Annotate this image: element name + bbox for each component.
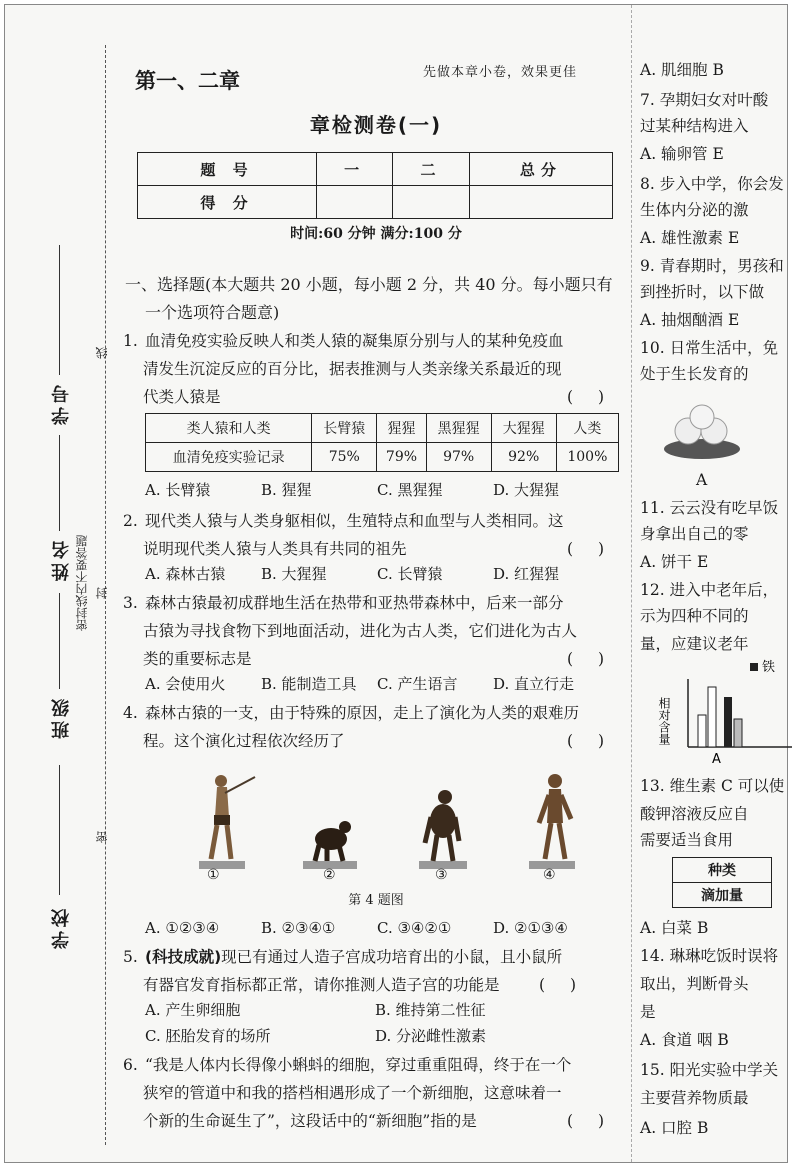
option-b[interactable]: B. 猩猩 (261, 481, 312, 499)
legend-label: 铁 (762, 660, 776, 675)
figure-label-2: ② (323, 867, 336, 883)
question-text: 森林古猿的一支，由于特殊的原因，走上了演化为人类的艰难历 (145, 704, 580, 722)
question-1 (123, 327, 623, 411)
x-axis-label: A (712, 752, 721, 767)
question-number: 2. (123, 512, 138, 530)
answer-bracket[interactable]: ( ) (567, 732, 615, 750)
question-5 (123, 943, 623, 999)
option-d[interactable]: D. 分泌雌性激素 (375, 1027, 487, 1045)
chart-bar (698, 715, 706, 747)
section-heading (125, 271, 625, 327)
option-d[interactable]: D. 直立行走 (493, 675, 575, 693)
right-line: 8. 步入中学，你会发 (640, 175, 784, 193)
answer-bracket[interactable]: ( ) (567, 650, 615, 668)
right-line: 身拿出自己的零 (640, 525, 749, 543)
score-header-cell: 一 (316, 153, 392, 186)
time-info: 时间:60 分钟 满分:100 分 (290, 226, 462, 242)
school-blank[interactable] (59, 765, 60, 895)
right-line: 是 (640, 1003, 656, 1021)
figure-caption: 第 4 题图 (348, 893, 404, 908)
q2-options (145, 563, 603, 584)
class-blank[interactable] (59, 593, 60, 689)
right-line: 9. 青春期时，男孩和 (640, 257, 784, 275)
right-line: 12. 进入中老年后， (640, 581, 779, 599)
right-line: A. 口腔 B (640, 1119, 709, 1137)
chart-bar (734, 719, 742, 747)
question-6 (123, 1051, 623, 1135)
option-a[interactable]: A. 产生卵细胞 (145, 1001, 241, 1019)
option-a[interactable]: A. 长臂猿 (145, 481, 211, 499)
option-b[interactable]: B. ②③④① (261, 919, 336, 937)
early-hominid-image (523, 771, 583, 871)
exam-title: 章检测卷(一) (309, 113, 443, 137)
q5-options-row1 (145, 999, 575, 1020)
right-line: 需要适当食用 (640, 831, 734, 849)
figure-label-a: A (696, 471, 708, 489)
question-tag: (科技成就) (145, 948, 222, 966)
question-text: 程。这个演化过程依次经历了 (143, 732, 345, 750)
right-line: 13. 维生素 C 可以使 (640, 777, 785, 795)
question-2 (123, 507, 623, 563)
table-cell: 97% (426, 443, 491, 472)
right-line: 酸钾溶液反应自 (640, 805, 749, 823)
right-line: 生体内分泌的激 (640, 201, 749, 219)
binding-margin (5, 5, 123, 1162)
question-number: 3. (123, 594, 138, 612)
table-cell: 79% (377, 443, 426, 472)
table-cell: 血清免疫实验记录 (146, 443, 312, 472)
class-label: 班级 (51, 695, 72, 739)
table-cell: 100% (556, 443, 618, 472)
steamed-buns-image (662, 399, 742, 461)
question-number: 6. (123, 1056, 138, 1074)
name-blank[interactable] (59, 435, 60, 531)
school-label: 学校 (51, 905, 72, 949)
right-line: 到挫折时，以下做 (640, 283, 765, 301)
right-line: A. 食道 咽 B (640, 1031, 729, 1049)
option-c[interactable]: C. 黑猩猩 (377, 481, 443, 499)
option-a[interactable]: A. 森林古猿 (145, 565, 226, 583)
question-text: 现已有通过人造子宫成功培育出的小鼠，且小鼠所 (221, 948, 563, 966)
score-input-cell[interactable] (469, 186, 612, 219)
table-cell: 75% (312, 443, 377, 472)
right-line: 7. 孕期妇女对叶酸 (640, 91, 769, 109)
seal-mark-xian: 线 (95, 347, 109, 359)
tip-text: 先做本章小卷，效果更佳 (423, 65, 578, 80)
right-column (631, 5, 790, 1162)
vitamin-c-table (672, 857, 772, 908)
evolution-figure (183, 761, 623, 871)
legend-swatch (750, 663, 758, 671)
figure-label-3: ③ (435, 867, 448, 883)
option-b[interactable]: B. 维持第二性征 (375, 1001, 486, 1019)
table-header: 黑猩猩 (426, 414, 491, 443)
option-b[interactable]: B. 能制造工具 (261, 675, 357, 693)
question-text: 血清免疫实验反映人和类人猿的凝集原分别与人的某种免疫血 (145, 332, 564, 350)
right-line: 量，应建议老年 (640, 635, 749, 653)
right-line: 过某种结构进入 (640, 117, 749, 135)
seal-notice: 密封线内不要答题 (75, 535, 89, 631)
question-text: 个新的生命诞生了”，这段话中的“新细胞”指的是 (143, 1112, 477, 1130)
q3-options (145, 673, 603, 694)
right-line: 示为四种不同的 (640, 607, 749, 625)
serum-test-table (145, 413, 619, 472)
table-header: 人类 (556, 414, 618, 443)
chapter-heading: 第一、二章 (135, 69, 240, 93)
option-c[interactable]: C. 产生语言 (377, 675, 458, 693)
right-line: 处于生长发育的 (640, 365, 749, 383)
option-d[interactable]: D. 红猩猩 (493, 565, 560, 583)
answer-bracket[interactable]: ( ) (539, 976, 587, 994)
question-text: 清发生沉淀反应的百分比，据表推测与人类亲缘关系最近的现 (143, 360, 562, 378)
chart-bar (708, 687, 716, 747)
answer-bracket[interactable]: ( ) (567, 1112, 615, 1130)
seal-mark-feng: 封 (95, 587, 109, 599)
right-line: 取出，判断骨头 (640, 975, 749, 993)
question-text: 类的重要标志是 (143, 650, 252, 668)
option-c[interactable]: C. 长臂猿 (377, 565, 443, 583)
id-blank[interactable] (59, 245, 60, 375)
q5-options-row2 (145, 1025, 575, 1046)
id-label: 学号 (51, 381, 72, 425)
question-text: 有器官发育指标都正常，请你推测人造子宫的功能是 (143, 976, 500, 994)
question-text: “我是人体内长得像小蝌蚪的细胞，穿过重重阻碍，终于在一个 (145, 1056, 572, 1074)
right-line: 11. 云云没有吃早饭 (640, 499, 779, 517)
option-d[interactable]: D. 大猩猩 (493, 481, 560, 499)
question-text: 狭窄的管道中和我的搭档相遇形成了一个新细胞，这意味着一 (143, 1084, 562, 1102)
y-axis-label: 相对含量 (657, 697, 671, 745)
score-table (137, 152, 613, 219)
score-header-cell: 题 号 (138, 153, 317, 186)
option-d[interactable]: D. ②①③④ (493, 919, 568, 937)
question-text: 代类人猿是 (143, 388, 221, 406)
section-line2: 一个选项符合题意) (145, 303, 280, 322)
right-line: 14. 琳琳吃饭时误将 (640, 947, 779, 965)
right-line: A. 雄性激素 E (640, 229, 740, 247)
nutrient-chart (657, 657, 792, 767)
chart-bar (724, 697, 732, 747)
table-cell: 92% (491, 443, 556, 472)
score-input-cell[interactable] (393, 186, 469, 219)
answer-bracket[interactable]: ( ) (567, 540, 615, 558)
main-column (123, 5, 629, 1162)
option-a[interactable]: A. ①②③④ (145, 919, 220, 937)
right-line: 15. 阳光实验中学关 (640, 1061, 779, 1079)
q4-options (145, 919, 603, 937)
question-number: 4. (123, 704, 138, 722)
right-line: A. 抽烟酗酒 E (640, 311, 740, 329)
figure-label-4: ④ (543, 867, 556, 883)
section-line1: 一、选择题(本大题共 20 小题，每小题 2 分，共 40 分。每小题只有 (125, 275, 613, 294)
right-line: 主要营养物质最 (640, 1089, 749, 1107)
exam-page (4, 4, 788, 1163)
option-b[interactable]: B. 大猩猩 (261, 565, 327, 583)
score-header-cell: 总分 (469, 153, 612, 186)
question-number: 5. (123, 948, 138, 966)
table-header: 猩猩 (377, 414, 426, 443)
table-header: 长臂猿 (312, 414, 377, 443)
right-line: A. 饼干 E (640, 553, 709, 571)
upright-human-image (197, 771, 259, 871)
table-header: 滴加量 (673, 883, 772, 908)
q1-options (145, 479, 603, 500)
question-number: 1. (123, 332, 138, 350)
figure-label-1: ① (207, 867, 220, 883)
right-line: A. 肌细胞 B (640, 61, 724, 79)
seal-mark-mi: 密 (95, 831, 109, 843)
option-c[interactable]: C. 胚胎发育的场所 (145, 1027, 271, 1045)
question-text: 现代类人猿与人类身躯相似，生殖特点和血型与人类相同。这 (145, 512, 564, 530)
table-header: 类人猿和人类 (146, 414, 312, 443)
right-line: A. 输卵管 E (640, 145, 724, 163)
table-header: 种类 (673, 858, 772, 883)
name-label: 姓名 (51, 537, 72, 581)
right-line: A. 白菜 B (640, 919, 709, 937)
question-text: 说明现代类人猿与人类具有共同的祖先 (143, 540, 407, 558)
question-4 (123, 699, 623, 755)
answer-bracket[interactable]: ( ) (567, 388, 615, 406)
question-text: 古猿为寻找食物下到地面活动，进化为古人类，它们进化为古人 (143, 622, 578, 640)
right-line: 10. 日常生活中，免 (640, 339, 779, 357)
crouching-ape-image (299, 811, 361, 871)
question-text: 森林古猿最初成群地生活在热带和亚热带森林中，后来一部分 (145, 594, 564, 612)
score-header-cell: 二 (393, 153, 469, 186)
score-row-label: 得 分 (138, 186, 317, 219)
table-header: 大猩猩 (491, 414, 556, 443)
option-a[interactable]: A. 会使用火 (145, 675, 226, 693)
question-3 (123, 589, 623, 673)
score-input-cell[interactable] (316, 186, 392, 219)
semi-upright-ape-image (415, 787, 471, 871)
option-c[interactable]: C. ③④②① (377, 919, 452, 937)
